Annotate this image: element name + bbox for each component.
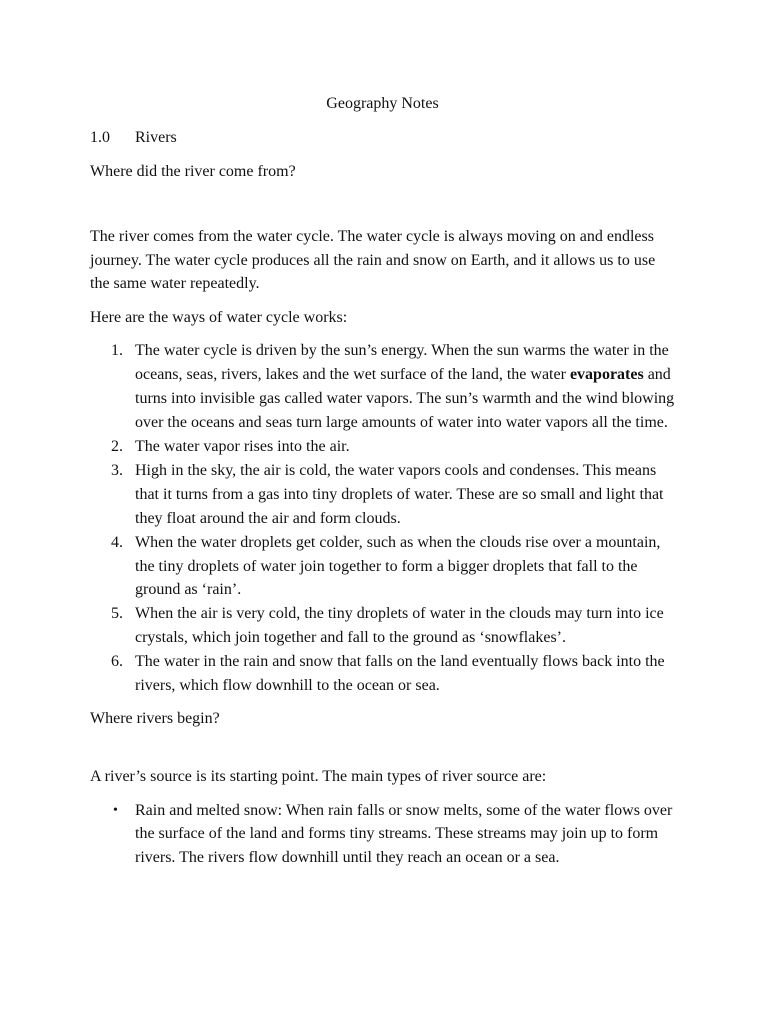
list-item-text: The water in the rain and snow that falls on the land eventually flows back into the rivers, which flow downhill to the ocean or sea. bbox=[135, 653, 665, 695]
document-page bbox=[90, 93, 675, 870]
list-item-text: When the air is very cold, the tiny droplets of water in the clouds may turn into ice crystals, which join together and fall to the ground as ‘snowflakes’. bbox=[135, 605, 664, 647]
list-item bbox=[113, 799, 675, 871]
document-title: Geography Notes bbox=[326, 95, 439, 112]
river-sources-list bbox=[90, 799, 675, 871]
list-item bbox=[111, 435, 675, 459]
list-item-number: 5. bbox=[111, 605, 123, 623]
list-item-text: High in the sky, the air is cold, the water vapors cools and condenses. This means that it turns from a gas into tiny droplets of water. These are so small and light that they float around the air and form clouds. bbox=[135, 461, 664, 527]
list-item bbox=[111, 650, 675, 698]
list-item-text: and turns into invisible gas called water vapors. The sun’s warmth and the wind blowing over the oceans and seas turn large amounts of water into water vapors all the time. bbox=[135, 366, 675, 432]
bullet-icon: • bbox=[113, 802, 118, 818]
list-item-number: 1. bbox=[111, 342, 123, 360]
list-item-number: 4. bbox=[111, 533, 123, 551]
spacer bbox=[90, 183, 675, 225]
list-item-text: The water cycle is driven by the sun’s energy. When the sun warms the water in the oceans, seas, rivers, lakes and the wet surface of the land, the water bbox=[135, 342, 669, 384]
list-item-number: 2. bbox=[111, 438, 123, 455]
water-cycle-steps-list bbox=[90, 339, 675, 698]
bold-term: evaporates bbox=[569, 366, 644, 384]
question-river-origin: Where did the river come from? bbox=[90, 163, 296, 180]
section-number: 1.0 bbox=[90, 129, 110, 146]
section-heading bbox=[90, 127, 675, 149]
list-item bbox=[111, 459, 675, 531]
list-item-number: 6. bbox=[111, 653, 123, 671]
source-paragraph: A river’s source is its starting point. The main types of river source are: bbox=[90, 767, 547, 785]
list-item-text: Rain and melted snow: When rain falls or snow melts, some of the water flows over the surface of the land and forms tiny streams. These streams may join up to form rivers. The rivers flow downhill until they reach an ocean or a sea. bbox=[135, 801, 673, 867]
list-item-text: The water vapor rises into the air. bbox=[135, 438, 350, 455]
list-item bbox=[111, 531, 675, 603]
list-item bbox=[111, 602, 675, 650]
section-name: Rivers bbox=[135, 129, 177, 146]
list-item-text: When the water droplets get colder, such as when the clouds rise over a mountain, the tiny droplets of water join together to form a bigger droplets that fall to the ground as ‘rain’. bbox=[135, 533, 661, 599]
question-rivers-begin: Where rivers begin? bbox=[90, 709, 220, 727]
list-item-number: 3. bbox=[111, 461, 123, 479]
spacer bbox=[90, 730, 675, 765]
steps-lead: Here are the ways of water cycle works: bbox=[90, 308, 348, 326]
intro-paragraph: The river comes from the water cycle. The water cycle is always moving on and endless journey. The water cycle produces all the rain and snow on Earth, and it allows us to use the same water repeatedly. bbox=[90, 228, 656, 293]
list-item bbox=[111, 339, 675, 435]
